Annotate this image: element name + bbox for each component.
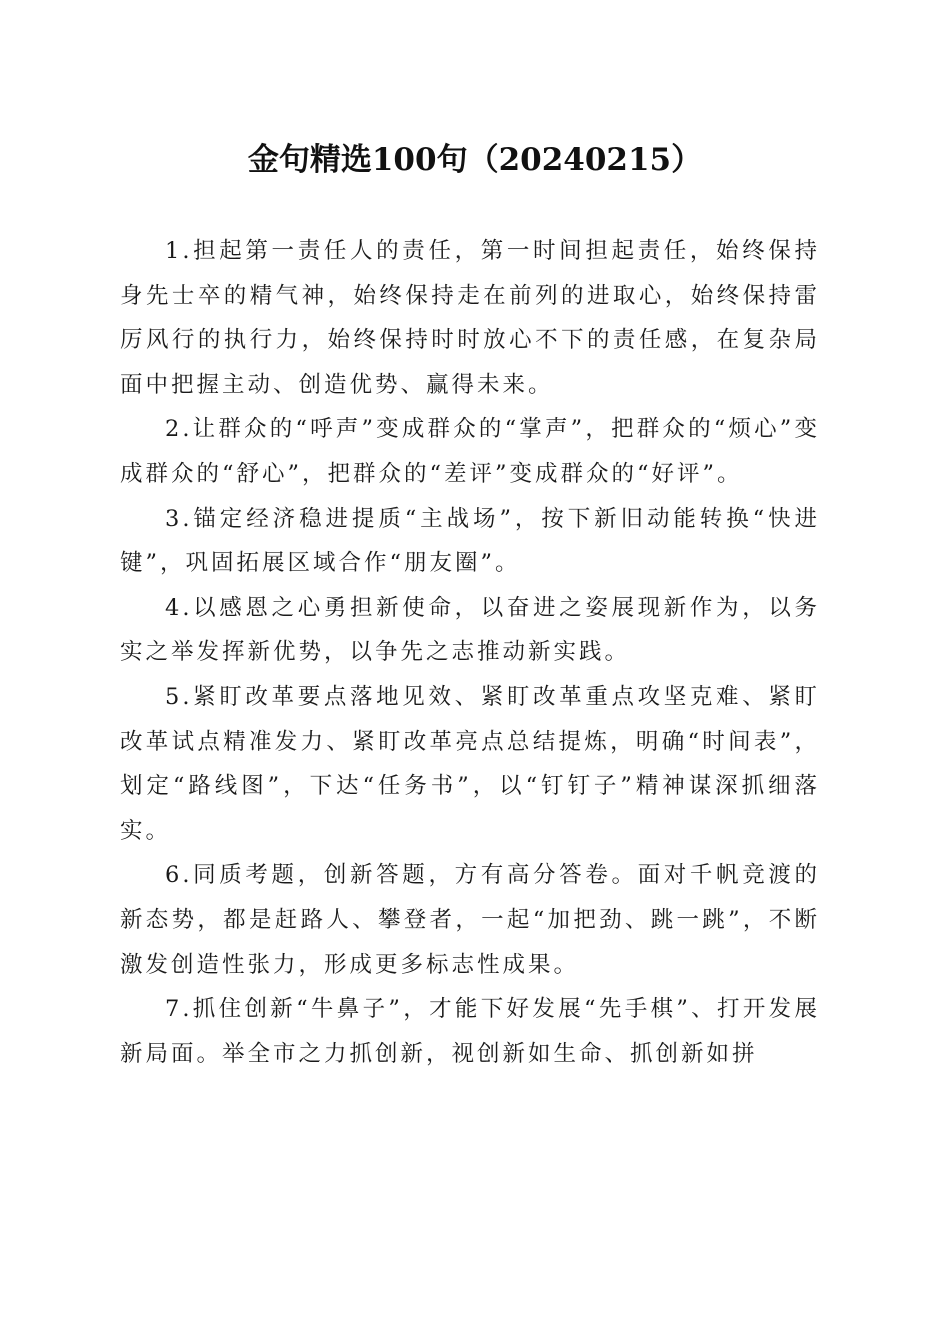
paragraph-4: 4.以感恩之心勇担新使命，以奋进之姿展现新作为，以务实之举发挥新优势，以争先之志推动新实践。 [120, 594, 820, 666]
paragraph-6: 6.同质考题，创新答题，方有高分答卷。面对千帆竞渡的新态势，都是赶路人、攀登者，一起“加把劲、跳一跳”，不断激发创造性张力，形成更多标志性成果。 [120, 862, 820, 978]
document-body [120, 229, 820, 1076]
paragraph-2: 2.让群众的“呼声”变成群众的“掌声”，把群众的“烦心”变成群众的“舒心”，把群众的“差评”变成群众的“好评”。 [120, 416, 820, 487]
paragraph-1: 1.担起第一责任人的责任，第一时间担起责任，始终保持身先士卒的精气神，始终保持走在前列的进取心，始终保持雷厉风行的执行力，始终保持时时放心不下的责任感，在复杂局面中把握主动、创造优势、赢得未来。 [120, 238, 820, 398]
paragraph-3: 3.锚定经济稳进提质“主战场”，按下新旧动能转换“快进键”，巩固拓展区域合作“朋友圈”。 [120, 505, 820, 577]
paragraph-7: 7.抓住创新“牛鼻子”，才能下好发展“先手棋”、打开发展新局面。举全市之力抓创新，视创新如生命、抓创新如拼 [120, 996, 820, 1067]
document-title: 金句精选100句（20240215） [247, 142, 703, 178]
paragraph-5: 5.紧盯改革要点落地见效、紧盯改革重点攻坚克难、紧盯改革试点精准发力、紧盯改革亮点总结提炼，明确“时间表”，划定“路线图”，下达“任务书”，以“钉钉子”精神谋深抓细落实。 [120, 683, 820, 844]
